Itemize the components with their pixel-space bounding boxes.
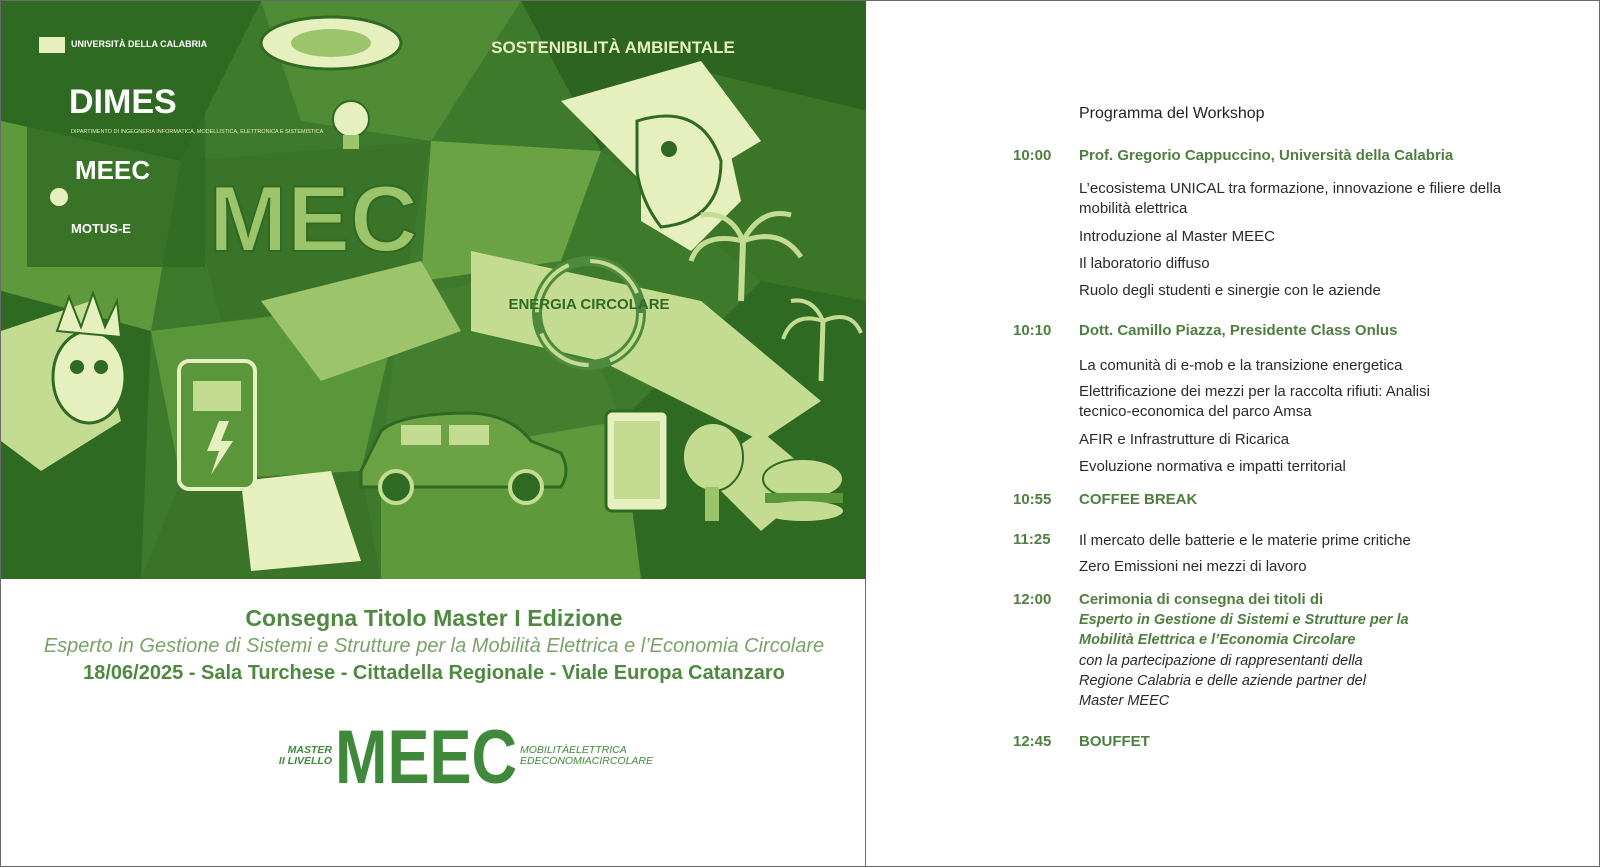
slot-time: 10:00 bbox=[1013, 147, 1052, 164]
logo-master-label bbox=[277, 745, 332, 767]
meec-logo bbox=[277, 721, 657, 789]
buffet: BOUFFET bbox=[1079, 733, 1150, 750]
ceremony-title: Cerimonia di consegna dei titoli di bbox=[1079, 591, 1324, 608]
slot-topic: Il mercato delle batterie e le materie prime critiche bbox=[1079, 532, 1411, 549]
logo-left-line1: MASTER bbox=[287, 744, 332, 756]
meec-small-logo: MEEC bbox=[75, 155, 151, 185]
slot-time: 12:45 bbox=[1013, 733, 1052, 750]
slot-topic: L’ecosistema UNICAL tra formazione, innovazione e filiere della mobilità elettrica bbox=[1079, 180, 1502, 217]
slot-topic: AFIR e Infrastrutture di Ricarica bbox=[1079, 431, 1290, 448]
coffee-break: COFFEE BREAK bbox=[1079, 491, 1198, 508]
program-heading: Programma del Workshop bbox=[1079, 105, 1265, 122]
art-motto-center: ENERGIA CIRCOLARE bbox=[508, 296, 670, 313]
logo-right-line1: MOBILITÀELETTRICA bbox=[520, 744, 627, 756]
logo-right-line2: EDECONOMIACIRCOLARE bbox=[520, 755, 654, 767]
right-panel bbox=[866, 0, 1600, 867]
slot-topic: Elettrificazione dei mezzi per la raccolta rifiuti: Analisi tecnico-economica del parco Amsa bbox=[1079, 383, 1430, 420]
dimes-full-name: DIPARTIMENTO DI INGEGNERIA INFORMATICA, MODELLISTICA, ELETTRONICA E SISTEMISTICA bbox=[71, 129, 324, 135]
event-title: Consegna Titolo Master I Edizione bbox=[245, 605, 623, 631]
slot-time: 10:10 bbox=[1013, 322, 1052, 339]
meec-wordmark bbox=[335, 721, 517, 789]
slot-topic: Zero Emissioni nei mezzi di lavoro bbox=[1079, 558, 1307, 575]
slot-topic: Il laboratorio diffuso bbox=[1079, 255, 1210, 272]
logo-left-line2: II LIVELLO bbox=[278, 755, 332, 767]
slot-speaker: Dott. Camillo Piazza, Presidente Class Onlus bbox=[1079, 322, 1398, 339]
logo-descriptor bbox=[520, 745, 653, 767]
slot-topic: Ruolo degli studenti e sinergie con le aziende bbox=[1079, 282, 1381, 299]
art-motto-top: SOSTENIBILITÀ AMBIENTALE bbox=[491, 38, 735, 57]
slot-topic: Evoluzione normativa e impatti territorial bbox=[1079, 458, 1346, 475]
dimes-logo-text: DIMES bbox=[69, 83, 177, 121]
event-subtitle: Esperto in Gestione di Sistemi e Strutture per la Mobilità Elettrica e l’Economia Circolare bbox=[43, 635, 825, 657]
motus-logo: MOTUS-E bbox=[71, 221, 131, 236]
slot-topic: Introduzione al Master MEEC bbox=[1079, 228, 1275, 245]
slot-topic: La comunità di e-mob e la transizione energetica bbox=[1079, 357, 1403, 374]
workshop-program bbox=[866, 1, 1600, 868]
art-letters: MEC bbox=[209, 166, 418, 271]
logo-word: MEEC bbox=[335, 721, 517, 789]
cubist-artwork bbox=[1, 1, 867, 579]
institution-logo-text: UNIVERSITÀ DELLA CALABRIA bbox=[71, 39, 208, 49]
ceremony-course: Esperto in Gestione di Sistemi e Strutture per la Mobilità Elettrica e l’Economia Circolare bbox=[1079, 612, 1409, 648]
artwork-illustration bbox=[1, 1, 867, 579]
slot-speaker: Prof. Gregorio Cappuccino, Università della Calabria bbox=[1079, 147, 1454, 164]
ceremony-note: con la partecipazione di rappresentanti della Regione Calabria e delle aziende partner del Master MEEC bbox=[1079, 653, 1366, 709]
event-details: 18/06/2025 - Sala Turchese - Cittadella Regionale - Viale Europa Catanzaro bbox=[83, 662, 785, 684]
slot-time: 12:00 bbox=[1013, 591, 1052, 608]
slot-time: 11:25 bbox=[1013, 531, 1051, 548]
slot-time: 10:55 bbox=[1013, 491, 1052, 508]
